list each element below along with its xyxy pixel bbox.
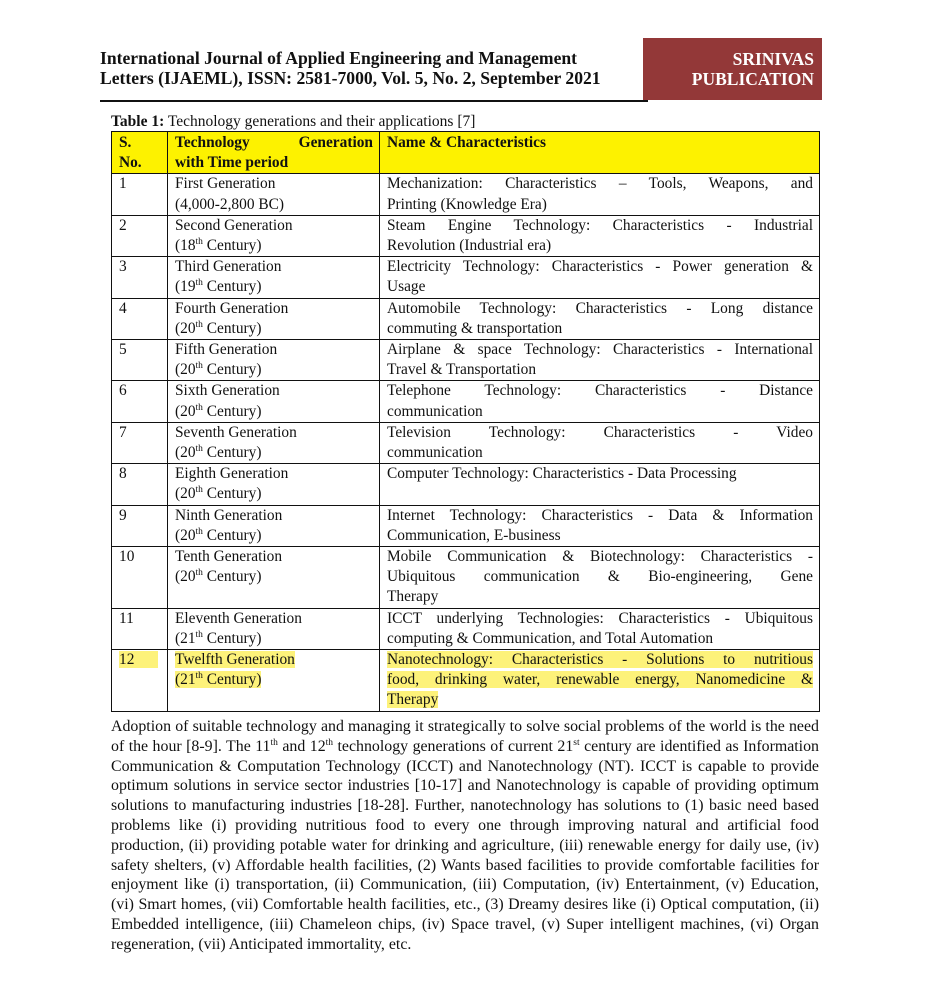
cell-name-characteristics (380, 174, 820, 215)
name-line: Television Technology: Characteristics - Video (387, 423, 813, 441)
period-text: Century) (202, 361, 262, 379)
header-name-characteristics: Name & Characteristics (380, 132, 820, 174)
sno-value: 10 (119, 548, 135, 566)
period-superscript: th (195, 671, 203, 682)
cell-name-characteristics (380, 215, 820, 256)
name-line: computing & Communication, and Total Automation (387, 629, 714, 647)
generation-period (175, 361, 261, 378)
sno-value: 9 (119, 506, 127, 524)
cell-generation (168, 505, 380, 546)
generation-period (175, 278, 261, 295)
period-superscript: th (195, 319, 203, 330)
table-body (112, 174, 820, 711)
sno-value: 12 (119, 651, 158, 668)
period-superscript: th (195, 278, 203, 289)
sno-value: 6 (119, 382, 127, 400)
generation-period (175, 485, 261, 502)
table-row (112, 650, 820, 712)
superscript: st (573, 737, 580, 748)
name-line: Internet Technology: Characteristics - Data & Information (387, 506, 813, 524)
name-line: Revolution (Industrial era) (387, 237, 552, 255)
name-line: Usage (387, 278, 426, 296)
cell-generation (168, 257, 380, 298)
cell-name-characteristics (380, 464, 820, 505)
table-row (112, 340, 820, 381)
name-line: Mobile Communication & Biotechnology: Characteristics - (387, 548, 813, 566)
cell-sno (112, 257, 168, 298)
generation-name: Fourth Generation (175, 299, 289, 317)
header-generation-line1: Technology Generation (175, 134, 373, 151)
cell-generation (168, 215, 380, 256)
generation-period (175, 568, 261, 585)
period-text: Century) (202, 278, 262, 296)
name-line: Mechanization: Characteristics – Tools, Weapons, and (387, 175, 813, 193)
body-paragraph (111, 717, 819, 955)
period-text: (21 (175, 629, 196, 647)
period-text: (4,000-2,800 BC) (175, 195, 285, 213)
cell-generation (168, 650, 380, 712)
journal-title-line2: Letters (IJAEML), ISSN: 2581-7000, Vol. 5, No. 2, September 2021 (100, 68, 601, 88)
period-superscript: th (195, 444, 203, 455)
paragraph-text (111, 717, 819, 955)
period-text: Century) (202, 671, 262, 689)
generation-period (175, 403, 261, 420)
period-superscript: th (195, 629, 203, 640)
cell-sno (112, 650, 168, 712)
period-superscript: th (195, 568, 203, 579)
paragraph-segment: Adoption of suitable technology and managing it strategically to solve social problems of the world is the need of the hour [8-9]. The 11 (111, 718, 819, 755)
period-text: Century) (202, 568, 262, 586)
sno-value: 1 (119, 175, 127, 193)
period-text: (20 (175, 568, 196, 586)
name-line: Printing (Knowledge Era) (387, 195, 547, 213)
cell-sno (112, 298, 168, 339)
cell-sno (112, 215, 168, 256)
generation-period (175, 237, 261, 254)
cell-sno (112, 505, 168, 546)
publisher-logo-box (643, 38, 822, 100)
cell-name-characteristics (380, 422, 820, 463)
sno-value: 8 (119, 465, 127, 483)
period-text: Century) (202, 485, 262, 503)
name-line: Therapy (387, 691, 439, 709)
name-line: commuting & transportation (387, 319, 563, 337)
generation-name: Fifth Generation (175, 341, 278, 359)
period-text: (21 (175, 671, 196, 689)
name-line: Therapy (387, 588, 439, 606)
name-line: food, drinking water, renewable energy, Nanomedicine & (387, 671, 813, 689)
header-sno-line2: No. (119, 154, 142, 172)
paragraph-segment: and 12 (277, 737, 326, 755)
period-text: Century) (202, 402, 262, 420)
superscript: th (270, 737, 278, 748)
period-text: (19 (175, 278, 196, 296)
name-line: Computer Technology: Characteristics - Data Processing (387, 465, 737, 483)
header-sno (112, 132, 168, 174)
table-row (112, 464, 820, 505)
generation-name: First Generation (175, 175, 276, 193)
cell-sno (112, 340, 168, 381)
publisher-line1: SRINIVAS (732, 49, 814, 69)
period-text: (20 (175, 444, 196, 462)
period-superscript: th (195, 526, 203, 537)
period-superscript: th (195, 361, 203, 372)
name-line: Electricity Technology: Characteristics - Power generation & (387, 258, 813, 276)
header-generation-line2: with Time period (175, 154, 289, 172)
header-rule (100, 100, 648, 102)
name-line: Nanotechnology: Characteristics - Solutions to nutritious (387, 651, 813, 669)
table-row (112, 298, 820, 339)
cell-sno (112, 422, 168, 463)
cell-sno (112, 174, 168, 215)
table-row (112, 215, 820, 256)
journal-title (100, 48, 645, 88)
cell-sno (112, 547, 168, 609)
cell-name-characteristics (380, 547, 820, 609)
period-text: (18 (175, 237, 196, 255)
table-header-row (112, 132, 820, 174)
period-text: Century) (202, 319, 262, 337)
table-row (112, 174, 820, 215)
name-line: communication (387, 444, 483, 462)
period-text: (20 (175, 485, 196, 503)
cell-sno (112, 608, 168, 649)
generation-period (175, 671, 261, 688)
generation-period (175, 196, 284, 213)
sno-value: 2 (119, 216, 127, 234)
cell-name-characteristics (380, 340, 820, 381)
generation-name: Sixth Generation (175, 382, 280, 400)
period-text: Century) (202, 237, 262, 255)
name-line: Steam Engine Technology: Characteristics - Industrial (387, 216, 813, 234)
table-caption-label: Table 1: (111, 113, 165, 130)
table-caption (111, 113, 475, 131)
generation-period (175, 527, 261, 544)
cell-name-characteristics (380, 608, 820, 649)
cell-name-characteristics (380, 650, 820, 712)
generation-name: Third Generation (175, 258, 282, 276)
period-text: (20 (175, 319, 196, 337)
period-text: Century) (202, 629, 262, 647)
paragraph-segment: technology generations of current 21 (333, 737, 574, 755)
sno-value: 4 (119, 299, 127, 317)
table-row (112, 381, 820, 422)
generation-name: Seventh Generation (175, 423, 297, 441)
name-line: ICCT underlying Technologies: Characteristics - Ubiquitous (387, 609, 813, 627)
name-line: Telephone Technology: Characteristics - Distance (387, 382, 813, 400)
superscript: th (325, 737, 334, 748)
cell-generation (168, 381, 380, 422)
header-sno-line1: S. (119, 134, 132, 151)
sno-value: 3 (119, 258, 127, 276)
cell-generation (168, 464, 380, 505)
cell-sno (112, 464, 168, 505)
generation-name: Second Generation (175, 216, 293, 234)
table-row (112, 608, 820, 649)
table-row (112, 505, 820, 546)
period-text: (20 (175, 526, 196, 544)
period-superscript: th (195, 237, 203, 248)
cell-name-characteristics (380, 257, 820, 298)
cell-generation (168, 608, 380, 649)
cell-name-characteristics (380, 381, 820, 422)
period-superscript: th (195, 402, 203, 413)
publisher-line2: PUBLICATION (691, 69, 814, 89)
name-line: Automobile Technology: Characteristics - Long distance (387, 299, 813, 317)
generation-name: Twelfth Generation (175, 651, 295, 669)
period-superscript: th (195, 485, 203, 496)
sno-value: 5 (119, 341, 127, 359)
name-line: communication (387, 402, 483, 420)
generation-period (175, 630, 261, 647)
sno-value: 11 (119, 609, 134, 627)
cell-name-characteristics (380, 505, 820, 546)
cell-generation (168, 422, 380, 463)
generation-name: Tenth Generation (175, 548, 283, 566)
cell-generation (168, 298, 380, 339)
journal-title-line1: International Journal of Applied Engineering and Management (100, 48, 578, 68)
technology-generations-table (111, 131, 820, 712)
generation-period (175, 444, 261, 461)
name-line: Communication, E-business (387, 526, 561, 544)
paragraph-segment: century are identified as Information Communication & Computation Technology (ICCT) and Nanotechnology (NT). ICCT is capable to provide optimum solutions in service sector industries [10-17] and Nanotechnology is capable of providing optimum solutions to manufacturing industries [18-28]. Further, nanotechnology has solutions to (1) basic need based problems like (i) providing nutritious food to every one through improving natural and artificial food production, (ii) providing potable water for drinking and agriculture, (iii) renewable energy for daily use, (iv) safety shelters, (v) Affordable health facilities, (2) Wants based facilities to provide comfortable facilities for enjoyment like (i) transportation, (ii) Communication, (iii) Computation, (iv) Entertainment, (v) Education, (vi) Smart homes, (vii) Comfortable health facilities, etc., (3) Dreamy desires like (i) Optical computation, (ii) Embedded intelligence, (iii) Chameleon chips, (iv) Space travel, (v) Super intelligent machines, (vi) Organ regeneration, (vii) Anticipated immortality, etc. (111, 737, 819, 953)
cell-generation (168, 174, 380, 215)
sno-value: 7 (119, 423, 127, 441)
period-text: (20 (175, 402, 196, 420)
period-text: Century) (202, 444, 262, 462)
cell-generation (168, 340, 380, 381)
period-text: Century) (202, 526, 262, 544)
page-header (100, 38, 822, 102)
generation-period (175, 320, 261, 337)
generation-name: Eighth Generation (175, 465, 289, 483)
period-text: (20 (175, 361, 196, 379)
name-line: Ubiquitous communication & Bio-engineering, Gene (387, 568, 813, 586)
name-line: Airplane & space Technology: Characteristics - International (387, 341, 813, 359)
cell-sno (112, 381, 168, 422)
table-row (112, 422, 820, 463)
table-caption-text: Technology generations and their applications [7] (164, 113, 476, 130)
generation-name: Eleventh Generation (175, 609, 302, 627)
header-generation (168, 132, 380, 174)
table-row (112, 257, 820, 298)
name-line: Travel & Transportation (387, 361, 537, 379)
generation-name: Ninth Generation (175, 506, 283, 524)
table-row (112, 547, 820, 609)
cell-name-characteristics (380, 298, 820, 339)
cell-generation (168, 547, 380, 609)
